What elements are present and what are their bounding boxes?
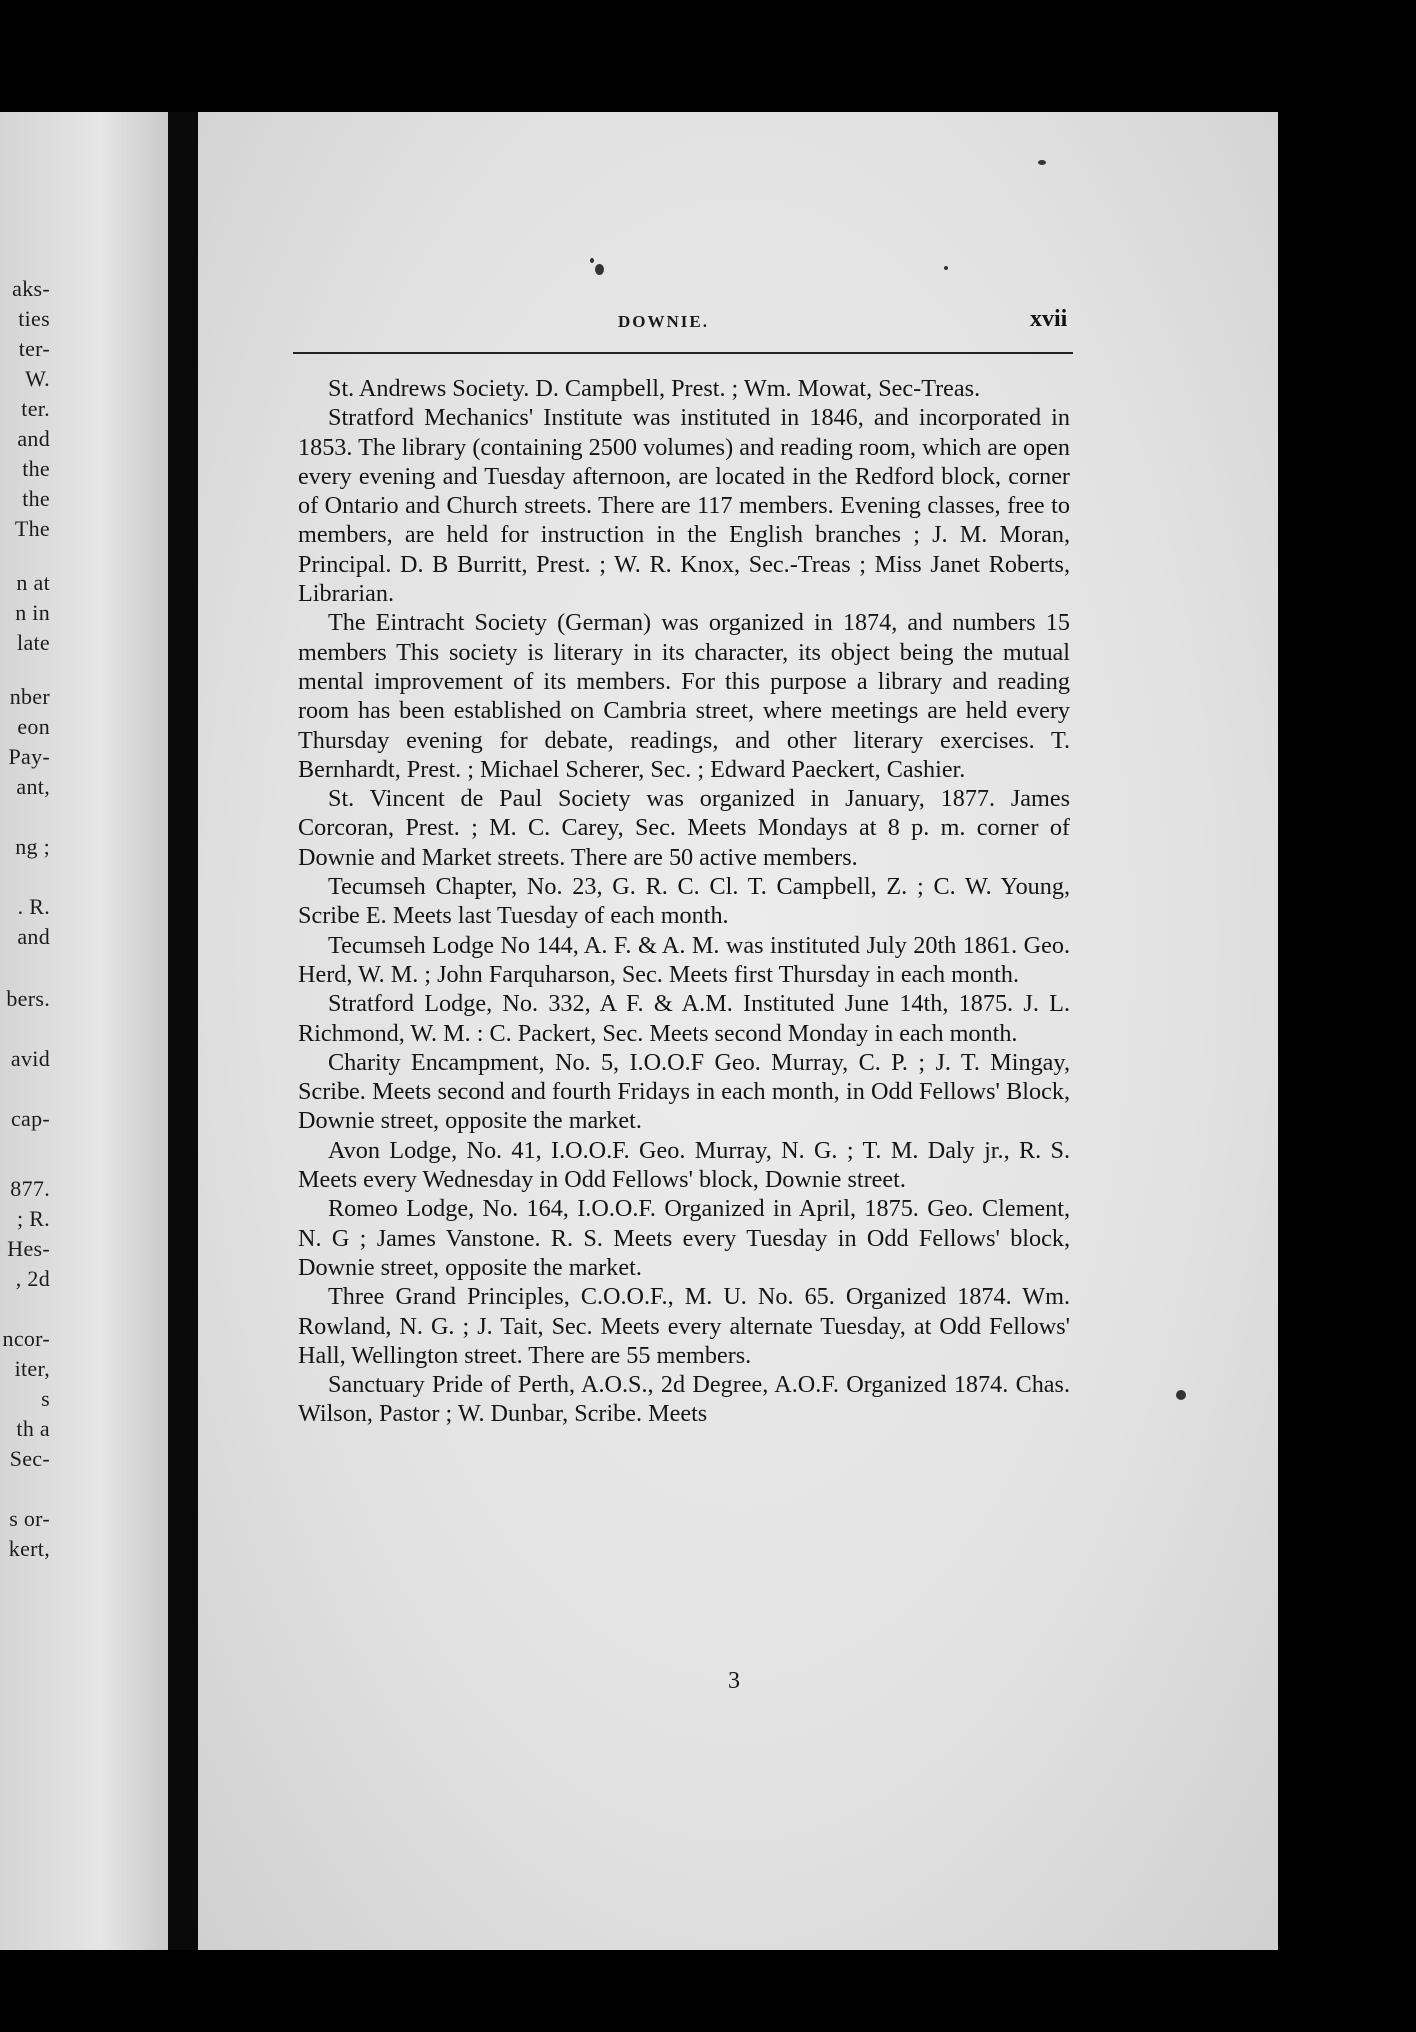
- paragraph: The Eintracht Society (German) was organized in 1874, and numbers 15 members This society is literary in its character, its object being the mutual mental improvement of its members. For this purpose a library and reading room has been established on Cambria street, where meetings are held every Thursday evening for debate, readings, and other literary exercises. T. Bernhardt, Prest. ; Michael Scherer, Sec. ; Edward Paeckert, Cashier.: [298, 609, 1070, 783]
- previous-page-fragment: n at: [16, 570, 50, 595]
- paragraph: Stratford Mechanics' Institute was instituted in 1846, and incorporated in 1853. The library (containing 2500 volumes) and reading room, which are open every evening and Tuesday afternoon, are located in the Redford block, corner of Ontario and Church streets. There are 117 members. Evening classes, free to members, are held for instruction in the English branches ; J. M. Moran, Principal. D. B Burritt, Prest. ; W. R. Knox, Sec.-Treas ; Miss Janet Roberts, Librarian.: [298, 404, 1070, 608]
- paragraph: Tecumseh Lodge No 144, A. F. & A. M. was instituted July 20th 1861. Geo. Herd, W. M. ; John Farquharson, Sec. Meets first Thursday in each month.: [298, 931, 1070, 988]
- paragraph: Stratford Lodge, No. 332, A F. & A.M. Instituted June 14th, 1875. J. L. Richmond, W. M. : C. Packert, Sec. Meets second Monday in each month.: [298, 990, 1070, 1047]
- previous-page-fragment: and: [17, 426, 50, 451]
- previous-page-fragment: kert,: [8, 1536, 50, 1561]
- signature-mark: 3: [728, 1668, 740, 1694]
- paragraph: St. Andrews Society. D. Campbell, Prest. ; Wm. Mowat, Sec-Treas.: [328, 375, 981, 402]
- previous-page-fragment: ; R.: [17, 1206, 50, 1231]
- paragraph: Three Grand Principles, C.O.O.F., M. U. No. 65. Organized 1874. Wm. Rowland, N. G. ; J. Tait, Sec. Meets every alternate Tuesday, at Odd Fellows' Hall, Wellington street. There are 55 members.: [298, 1283, 1070, 1369]
- previous-page-fragment: bers.: [6, 986, 50, 1011]
- paragraph: Romeo Lodge, No. 164, I.O.O.F. Organized in April, 1875. Geo. Clement, N. G ; James Vanstone. R. S. Meets every Tuesday in Odd Fellows' block, Downie street, opposite the market.: [298, 1195, 1070, 1281]
- header-rule: [293, 352, 1073, 354]
- previous-page-fragment: s or-: [9, 1506, 50, 1531]
- ink-speck: [944, 266, 948, 270]
- paragraph: Tecumseh Chapter, No. 23, G. R. C. Cl. T. Campbell, Z. ; C. W. Young, Scribe E. Meets last Tuesday of each month.: [298, 873, 1070, 930]
- previous-page-fragment: Pay-: [8, 744, 50, 769]
- previous-page-fragment: n in: [15, 600, 50, 625]
- previous-page-fragment: ant,: [16, 774, 50, 799]
- ink-speck: [590, 258, 594, 263]
- previous-page-edge: [0, 112, 168, 1950]
- page-header: [198, 302, 1178, 342]
- previous-page-fragment: ter.: [21, 396, 50, 421]
- ink-speck: [595, 264, 604, 275]
- previous-page-fragment: the: [22, 486, 50, 511]
- paragraph: St. Vincent de Paul Society was organized in January, 1877. James Corcoran, Prest. ; M. C. Carey, Sec. Meets Mondays at 8 p. m. corner of Downie and Market streets. There are 50 active members.: [298, 785, 1070, 871]
- previous-page-fragment: The: [14, 516, 50, 541]
- previous-page-fragment: the: [22, 456, 50, 481]
- previous-page-fragment: and: [17, 924, 50, 949]
- previous-page-fragment: , 2d: [15, 1266, 50, 1291]
- paragraph: Charity Encampment, No. 5, I.O.O.F Geo. Murray, C. P. ; J. T. Mingay, Scribe. Meets second and fourth Fridays in each month, in Odd Fellows' Block, Downie street, opposite the market.: [298, 1048, 1070, 1135]
- previous-page-fragment: . R.: [17, 894, 50, 919]
- previous-page-line-fragments: [0, 112, 168, 1950]
- previous-page-fragment: cap-: [10, 1106, 50, 1131]
- page-body: [298, 374, 1070, 1429]
- previous-page-fragment: ter-: [18, 336, 50, 361]
- ink-speck: [1176, 1390, 1186, 1400]
- previous-page-fragment: avid: [10, 1046, 50, 1071]
- previous-page-fragment: s: [41, 1386, 50, 1411]
- ink-speck: [1038, 160, 1046, 165]
- page-number: xvii: [1030, 306, 1068, 332]
- previous-page-fragment: iter,: [14, 1356, 50, 1381]
- previous-page-fragment: 877.: [10, 1176, 50, 1201]
- paragraph: Sanctuary Pride of Perth, A.O.S., 2d Degree, A.O.F. Organized 1874. Chas. Wilson, Pastor ; W. Dunbar, Scribe. Meets: [298, 1371, 1070, 1428]
- previous-page-fragment: W.: [25, 366, 50, 391]
- previous-page-fragment: ng ;: [15, 834, 50, 859]
- previous-page-fragment: nber: [9, 684, 50, 709]
- previous-page-fragment: aks-: [12, 276, 50, 301]
- previous-page-fragment: Hes-: [7, 1236, 50, 1261]
- page: [198, 112, 1278, 1950]
- previous-page-fragment: eon: [17, 714, 50, 739]
- previous-page-fragment: Sec-: [9, 1446, 50, 1471]
- binding-gutter: [168, 112, 198, 1950]
- running-head: DOWNIE.: [618, 312, 709, 331]
- previous-page-fragment: th a: [16, 1416, 50, 1441]
- previous-page-fragment: ties: [18, 306, 50, 331]
- previous-page-fragment: late: [17, 630, 50, 655]
- paragraph: Avon Lodge, No. 41, I.O.O.F. Geo. Murray, N. G. ; T. M. Daly jr., R. S. Meets every Wednesday in Odd Fellows' block, Downie street.: [298, 1136, 1070, 1194]
- previous-page-fragment: ncor-: [2, 1326, 50, 1351]
